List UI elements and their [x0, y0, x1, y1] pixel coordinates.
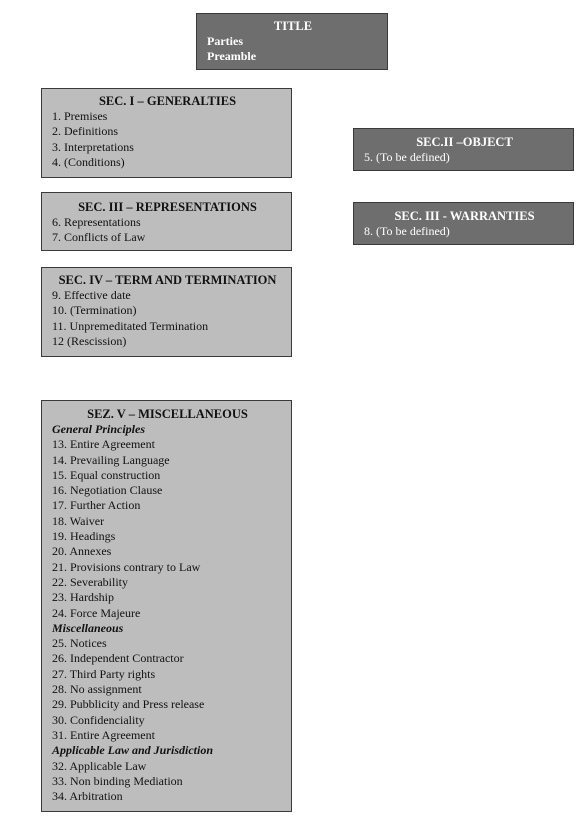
- section-item: 24. Force Majeure: [52, 605, 141, 620]
- title-line-parties: Parties: [207, 34, 243, 48]
- section-item: 1. Premises: [52, 109, 108, 123]
- section-item: 7. Conflicts of Law: [52, 230, 146, 245]
- subsection-heading-general-principles: General Principles: [52, 422, 145, 436]
- section-item: 9. Effective date: [52, 288, 131, 302]
- section-item: 27. Third Party rights: [52, 666, 156, 681]
- section-item: 11. Unpremeditated Termination: [52, 318, 209, 333]
- section-item: 22. Severability: [52, 574, 128, 589]
- section-item: 5. (To be defined): [364, 150, 450, 164]
- section-item: 3. Interpretations: [52, 139, 134, 154]
- section-heading: SEC.II –OBJECT: [416, 135, 513, 149]
- section-item: 17. Further Action: [52, 498, 141, 513]
- section-item: 10. (Termination): [52, 303, 137, 318]
- section-item: 18. Waiver: [52, 513, 105, 528]
- section-representations-box: [41, 192, 292, 251]
- section-item: 33. Non binding Mediation: [52, 773, 183, 788]
- section-item: 29. Pubblicity and Press release: [52, 697, 205, 712]
- section-item: 2. Definitions: [52, 124, 118, 139]
- section-item: 34. Arbitration: [52, 789, 123, 804]
- subsection-heading-applicable-law: Applicable Law and Jurisdiction: [52, 743, 214, 758]
- section-item: 30. Confidenciality: [52, 712, 145, 727]
- section-item: 12 (Rescission): [52, 333, 127, 348]
- section-item: 6. Representations: [52, 215, 141, 229]
- section-item: 16. Negotiation Clause: [52, 483, 163, 498]
- section-heading: SEC. III – REPRESENTATIONS: [78, 200, 257, 214]
- section-warranties-box: [353, 202, 574, 245]
- section-heading: SEC. III - WARRANTIES: [394, 209, 535, 223]
- section-item: 15. Equal construction: [52, 467, 161, 482]
- section-item: 20. Annexes: [52, 544, 112, 559]
- section-item: 19. Headings: [52, 529, 116, 544]
- section-miscellaneous-box: [41, 400, 292, 812]
- title-box: [196, 13, 388, 70]
- subsection-heading-miscellaneous: Miscellaneous: [52, 620, 124, 635]
- section-item: 13. Entire Agreement: [52, 437, 155, 452]
- section-item: 14. Prevailing Language: [52, 452, 170, 467]
- section-item: 23. Hardship: [52, 590, 114, 605]
- section-item: 28. No assignment: [52, 682, 142, 697]
- section-item: 31. Entire Agreement: [52, 727, 155, 742]
- section-heading: SEC. IV – TERM AND TERMINATION: [58, 273, 277, 287]
- section-generalties-box: [41, 88, 292, 178]
- section-heading: SEC. I – GENERALTIES: [98, 94, 237, 108]
- section-term-termination-box: [41, 267, 292, 357]
- section-item: 26. Independent Contractor: [52, 651, 184, 666]
- section-heading: SEZ. V – MISCELLANEOUS: [87, 407, 248, 421]
- section-item: 25. Notices: [52, 636, 107, 651]
- section-object-box: [353, 128, 574, 171]
- section-item: 4. (Conditions): [52, 154, 125, 169]
- title-heading: TITLE: [273, 19, 313, 33]
- section-item: 8. (To be defined): [364, 224, 450, 238]
- section-item: 21. Provisions contrary to Law: [52, 559, 201, 574]
- section-item: 32. Applicable Law: [52, 758, 147, 773]
- title-line-preamble: Preamble: [207, 49, 257, 64]
